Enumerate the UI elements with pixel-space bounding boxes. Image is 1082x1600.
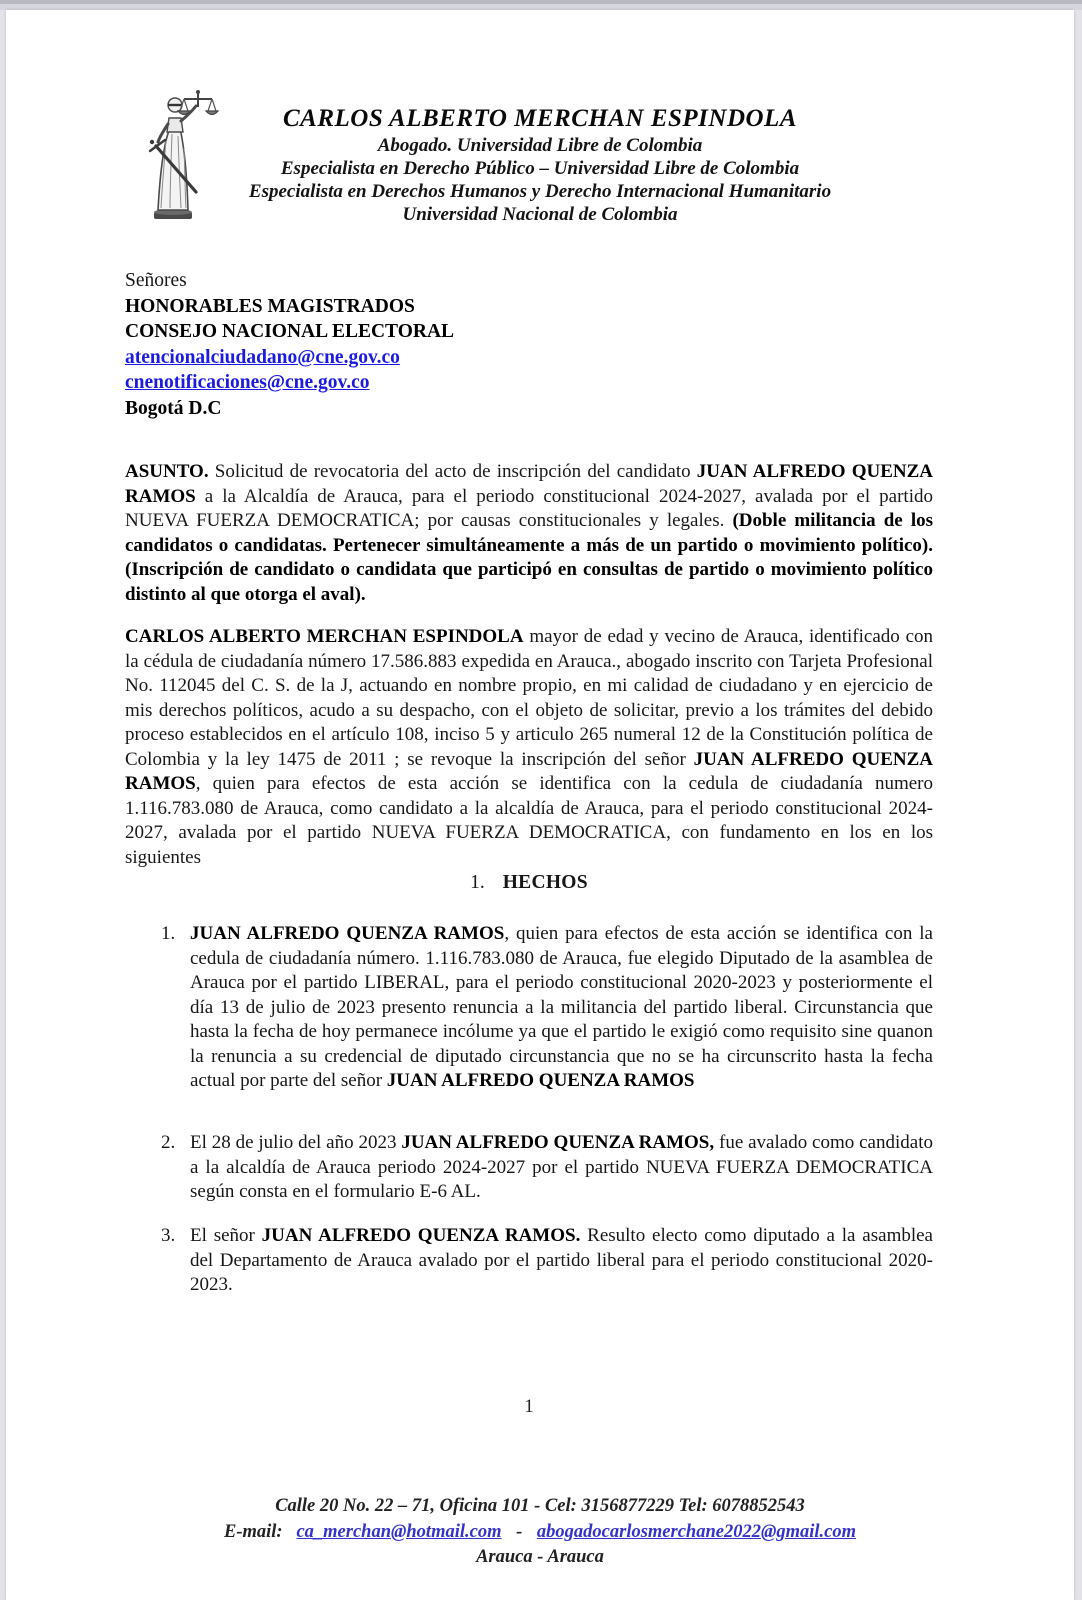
footer-email-link-hotmail[interactable]: ca_merchan@hotmail.com: [296, 1521, 502, 1542]
list-item: [125, 1131, 933, 1205]
list-item: [125, 1224, 933, 1298]
hechos-number: 1.: [470, 872, 485, 893]
item-number: 3.: [161, 1225, 176, 1246]
page-number: 1: [524, 1396, 534, 1417]
item-number: 1.: [161, 923, 176, 944]
item-text: JUAN ALFREDO QUENZA RAMOS, quien para efectos de esta acción se identifica con la cedula de ciudadanía número. 1.116.783.080 de Arauca, fue elegido Diputado de la asamblea de Arauca por el partido LIBERAL, para el periodo constitucional 2020-2023 y posteriormente el día 13 de julio de 2023 presento renuncia a la militancia del partido liberal. Circunstancia que hasta la fecha de hoy permanece incólume ya que el partido le exigió como requisito sine quanon la renuncia a su credencial de diputado circunstancia que no se ha circunscrito hasta la fecha actual por parte del señor JUAN ALFREDO QUENZA RAMOS: [190, 923, 933, 1091]
recipient-salutation: Señores: [125, 270, 187, 291]
footer-email-label: E-mail:: [223, 1521, 283, 1542]
letterhead-credential: Especialista en Derechos Humanos y Derecho Internacional Humanitario: [248, 181, 832, 202]
footer-address: Calle 20 No. 22 – 71, Oficina 101 - Cel: 3156877229 Tel: 6078852543: [275, 1496, 805, 1516]
item-text: El 28 de julio del año 2023 JUAN ALFREDO QUENZA RAMOS, fue avalado como candidato a la alcaldía de Arauca periodo 2024-2027 por el partido NUEVA FUERZA DEMOCRATICA según consta en el formulario E-6 AL.: [190, 1132, 933, 1202]
letterhead: [6, 104, 1074, 226]
footer-email-link-gmail[interactable]: abogadocarlosmerchane2022@gmail.com: [536, 1521, 856, 1542]
list-item: [125, 922, 933, 1094]
document-page: [6, 10, 1074, 1600]
item-text: El señor JUAN ALFREDO QUENZA RAMOS. Resulto electo como diputado a la asamblea del Departamento de Arauca avalado por el partido liberal para el periodo constitucional 2020-2023.: [190, 1225, 933, 1295]
cne-notifications-email-link[interactable]: cnenotificaciones@cne.gov.co: [125, 372, 370, 394]
opening-paragraph: CARLOS ALBERTO MERCHAN ESPINDOLA mayor de edad y vecino de Arauca, identificado con la cédula de ciudadanía número 17.586.883 expedida en Arauca., abogado inscrito con Tarjeta Profesional No. 112045 del C. S. de la J, actuando en nombre propio, en mi calidad de ciudadano y en ejercicio de mis derechos políticos, acudo a su despacho, con el objeto de solicitar, previo a los trámites del debido proceso establecidos en el artículo 108, inciso 5 y articulo 265 numeral 12 de la Constitución política de Colombia y la ley 1475 de 2011 ; se revoque la inscripción del señor JUAN ALFREDO QUENZA RAMOS, quien para efectos de esta acción se identifica con la cedula de ciudadanía numero 1.116.783.080 de Arauca, como candidato a la alcaldía de Arauca, para el periodo constitucional 2024-2027, avalada por el partido NUEVA FUERZA DEMOCRATICA, con fundamento en los en los siguientes: [125, 626, 934, 868]
recipient-city: Bogotá D.C: [125, 397, 222, 419]
letterhead-credential: Especialista en Derecho Público – Universidad Libre de Colombia: [280, 158, 800, 179]
hechos-title: HECHOS: [502, 872, 588, 893]
item-number: 2.: [161, 1132, 176, 1153]
recipient-line: CONSEJO NACIONAL ELECTORAL: [125, 321, 455, 343]
recipient-block: [125, 268, 454, 422]
cne-email-link[interactable]: atencionalciudadano@cne.gov.co: [125, 346, 400, 368]
footer: [6, 1494, 1074, 1571]
letterhead-credential: Abogado. Universidad Libre de Colombia: [377, 135, 703, 156]
letterhead-credential: Universidad Nacional de Colombia: [402, 204, 678, 225]
footer-separator: -: [516, 1521, 523, 1542]
subject-paragraph: ASUNTO. Solicitud de revocatoria del acto de inscripción del candidato JUAN ALFREDO QUENZA RAMOS a la Alcaldía de Arauca, para el periodo constitucional 2024-2027, avalada por el partido NUEVA FUERZA DEMOCRATICA; por causas constitucionales y legales. (Doble militancia de los candidatos o candidatas. Pertenecer simultáneamente a más de un partido o movimiento político). (Inscripción de candidato o candidata que participó en consultas de partido o movimiento político distinto al que otorga el aval).: [125, 461, 933, 605]
letterhead-name: CARLOS ALBERTO MERCHAN ESPINDOLA: [282, 105, 798, 132]
recipient-line: HONORABLES MAGISTRADOS: [125, 295, 415, 317]
footer-location: Arauca - Arauca: [476, 1547, 604, 1567]
footer-email-line: [6, 1520, 1074, 1546]
hechos-heading: [125, 872, 933, 894]
